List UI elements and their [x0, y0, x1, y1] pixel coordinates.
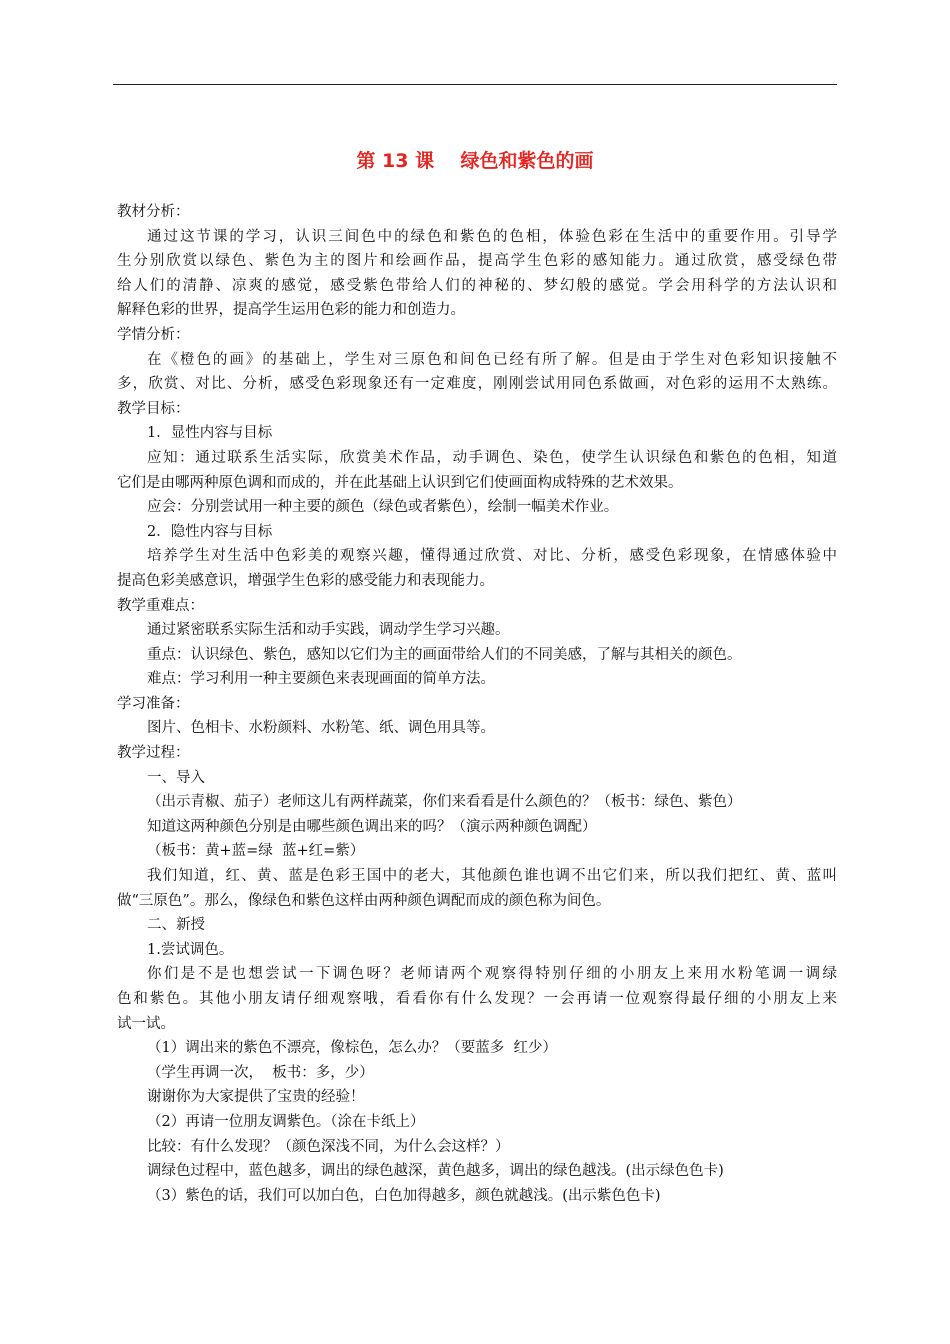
paragraph-line: 多，欣赏、对比、分析，感受色彩现象还有一定难度，刚刚尝试用同色系做画，对色彩的运用不太熟练。: [117, 376, 837, 393]
header-rule: [113, 84, 837, 85]
section-heading: 学情分析：: [117, 326, 190, 343]
paragraph-line: 试一试。: [117, 1015, 175, 1032]
paragraph-line: 知道这两种颜色分别是由哪些颜色调出来的吗？（演示两种颜色调配）: [147, 818, 597, 835]
section-heading: 学习准备：: [117, 695, 190, 712]
paragraph-line: （出示青椒、茄子）老师这儿有两样蔬菜，你们来看看是什么颜色的？（板书：绿色、紫色）: [147, 794, 742, 811]
paragraph-line: 应会：分别尝试用一种主要的颜色（绿色或者紫色），绘制一幅美术作业。: [147, 499, 619, 516]
paragraph-line: 提高色彩美感意识，增强学生色彩的感受能力和表现能力。: [117, 572, 494, 589]
paragraph-line: 培养学生对生活中色彩美的观察兴趣，懂得通过欣赏、对比、分析，感受色彩现象，在情感体验中: [147, 548, 837, 565]
subsection-heading: 二、新授: [147, 917, 205, 934]
paragraph-line: 色和紫色。其他小朋友请仔细观察哦，看看你有什么发现？一会再请一位观察得最仔细的小朋友上来: [117, 991, 837, 1007]
subsection-heading: 一、导入: [147, 769, 205, 786]
paragraph-line: 给人们的清静、凉爽的感觉，感受紫色带给人们的神秘的、梦幻般的感觉。学会用科学的方法认识和: [117, 277, 837, 294]
document-body: [117, 200, 837, 1208]
paragraph-line: 在《橙色的画》的基础上，学生对三原色和间色已经有所了解。但是由于学生对色彩知识接触不: [147, 351, 837, 368]
paragraph-line: 做“三原色”。那么，像绿色和紫色这样由两种颜色调配而成的颜色称为间色。: [117, 892, 611, 909]
paragraph-line: （1）调出来的紫色不漂亮，像棕色，怎么办？（要蓝多 红少）: [147, 1040, 557, 1057]
paragraph-line: 1.尝试调色。: [147, 941, 234, 958]
section-heading: 教学目标：: [117, 400, 190, 417]
paragraph-line: （2）再请一位朋友调紫色。（涂在卡纸上）: [147, 1113, 425, 1130]
paragraph-line: （板书：黄+蓝=绿 蓝+红=紫）: [147, 843, 365, 860]
section-heading: 教学过程：: [117, 745, 190, 762]
paragraph-line: 生分别欣赏以绿色、紫色为主的图片和绘画作品，提高学生色彩的感知能力。通过欣赏，感受绿色带: [117, 253, 837, 270]
paragraph-line: 它们是由哪两种原色调和而成的，并在此基础上认识到它们使画面构成特殊的艺术效果。: [117, 474, 683, 491]
subsection-heading: 1．显性内容与目标: [147, 425, 273, 442]
paragraph-line: 图片、色相卡、水粉颜料、水粉笔、纸、调色用具等。: [147, 720, 495, 737]
paragraph-line: 比较：有什么发现？（颜色深浅不同，为什么会这样？）: [147, 1138, 510, 1155]
paragraph-line: 应知：通过联系生活实际，欣赏美术作品，动手调色、染色，使学生认识绿色和紫色的色相，知道: [147, 449, 837, 466]
paragraph-line: 谢谢你为大家提供了宝贵的经验！: [147, 1089, 365, 1106]
section-heading: 教材分析：: [117, 204, 190, 220]
lesson-title: 第 13 课 绿色和紫色的画: [356, 150, 594, 172]
paragraph-line: 重点：认识绿色、紫色，感知以它们为主的画面带给人们的不同美感，了解与其相关的颜色。: [147, 646, 742, 663]
paragraph-line: （学生再调一次， 板书：多，少）: [147, 1064, 374, 1081]
paragraph-line: 通过紧密联系实际生活和动手实践，调动学生学习兴趣。: [147, 622, 510, 639]
paragraph-line: 我们知道，红、黄、蓝是色彩王国中的老大，其他颜色谁也调不出它们来，所以我们把红、黄、蓝叫: [147, 868, 837, 885]
section-heading: 教学重难点：: [117, 597, 204, 614]
subsection-heading: 2．隐性内容与目标: [147, 523, 273, 540]
paragraph-line: （3）紫色的话，我们可以加白色，白色加得越多，颜色就越浅。(出示紫色色卡): [147, 1187, 661, 1204]
paragraph-line: 调绿色过程中，蓝色越多，调出的绿色越深，黄色越多，调出的绿色越浅。(出示绿色色卡): [147, 1163, 724, 1180]
paragraph-line: 难点：学习利用一种主要颜色来表现画面的简单方法。: [147, 671, 495, 688]
paragraph-line: 解释色彩的世界，提高学生运用色彩的能力和创造力。: [117, 302, 465, 319]
paragraph-line: 你们是不是也想尝试一下调色呀？老师请两个观察得特别仔细的小朋友上来用水粉笔调一调绿: [147, 966, 837, 983]
paragraph-line: 通过这节课的学习，认识三间色中的绿色和紫色的色相，体验色彩在生活中的重要作用。引导学: [147, 228, 837, 245]
